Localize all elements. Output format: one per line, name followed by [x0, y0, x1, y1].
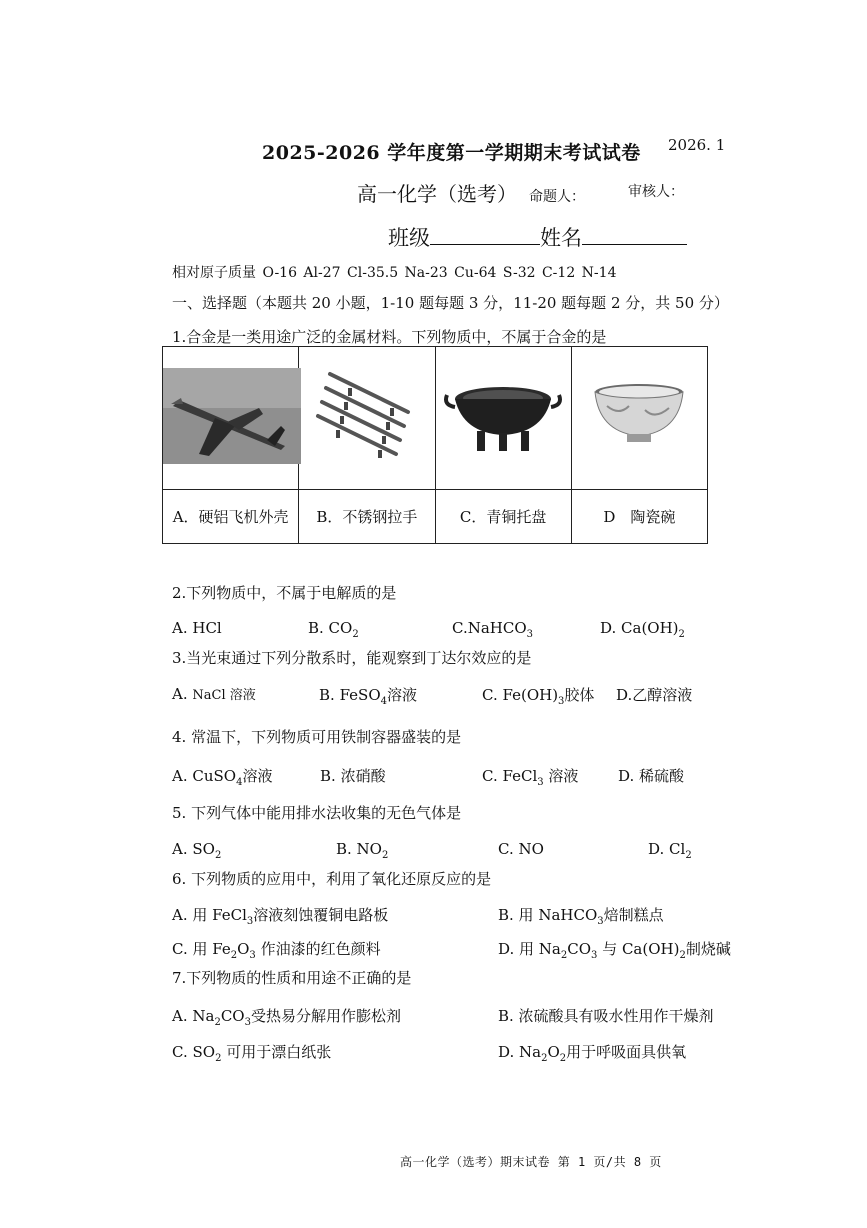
question-1-stem: 1.合金是一类用途广泛的金属材料。下列物质中，不属于合金的是	[172, 328, 607, 346]
tray-icon	[443, 371, 563, 461]
bowl-icon	[589, 376, 689, 456]
question-2-stem: 2.下列物质中，不属于电解质的是	[172, 584, 397, 602]
option-7b[interactable]: B. 浓硫酸具有吸水性用作干燥剂	[498, 1007, 714, 1025]
option-7a[interactable]: A. $Na_2CO_3$受热易分解用作膨松剂	[172, 1007, 401, 1028]
option-2d[interactable]: D. $Ca(OH)_2$	[600, 619, 685, 640]
option-3c[interactable]: C. $Fe(OH)_3$胶体	[482, 686, 595, 707]
option-4b[interactable]: B. 浓硝酸	[320, 767, 386, 785]
option-2a[interactable]: A. HCl	[172, 619, 222, 637]
question-6-options-ab	[172, 904, 762, 927]
question-5-options	[172, 840, 762, 860]
page-footer: 高一化学（选考）期末试卷 第 1 页/共 8 页	[400, 1155, 662, 1169]
option-3b[interactable]: B. FeSO$_4$溶液	[319, 686, 418, 707]
subtitle-row	[357, 178, 585, 207]
question-6-options-cd	[172, 938, 762, 961]
author-label: 命题人：	[529, 189, 585, 205]
question-3-options	[172, 684, 762, 707]
section-title: 一、选择题（本题共 20 小题，1-10 题每题 3 分，11-20 题每题 2 分，共 50 分）	[172, 294, 729, 312]
question-4-options	[172, 765, 762, 788]
option-1c[interactable]: C．青铜托盘	[435, 490, 571, 544]
option-5b[interactable]: B. $NO_2$	[336, 840, 389, 861]
option-2c[interactable]: C.NaHCO$_3$	[452, 619, 534, 640]
name-blank[interactable]	[582, 224, 687, 245]
option-6c[interactable]: C. 用 $Fe_2O_3$ 作油漆的红色颜料	[172, 940, 381, 961]
airplane-image	[163, 347, 299, 490]
exam-subject: 高一化学（选考）	[357, 182, 517, 206]
option-7d[interactable]: D. $Na_2O_2$用于呼吸面具供氧	[498, 1043, 687, 1064]
reviewer-label: 审核人：	[628, 184, 684, 200]
option-5d[interactable]: D. $Cl_2$	[648, 840, 692, 861]
airplane-icon	[163, 368, 301, 464]
question-5-stem: 5. 下列气体中能用排水法收集的无色气体是	[172, 804, 462, 822]
handle-icon	[312, 366, 422, 466]
option-5a[interactable]: A. $SO_2$	[172, 840, 222, 861]
ceramic-bowl-image	[571, 347, 707, 490]
question-7-options-ab	[172, 1005, 762, 1028]
bronze-tray-image	[435, 347, 571, 490]
option-7c[interactable]: C. $SO_2$ 可用于漂白纸张	[172, 1043, 332, 1064]
option-4d[interactable]: D. 稀硫酸	[618, 767, 685, 785]
option-6b[interactable]: B. 用 NaHCO$_3$焙制糕点	[498, 906, 664, 927]
question-1-table	[162, 346, 708, 544]
option-3d[interactable]: D.乙醇溶液	[616, 686, 693, 704]
steel-handle-image	[299, 347, 435, 490]
name-label: 姓名	[540, 226, 582, 250]
atomic-masses: 相对原子质量 O-16 Al-27 Cl-35.5 Na-23 Cu-64 S-32 C-12 N-14	[172, 265, 617, 281]
option-5c[interactable]: C. NO	[498, 840, 544, 858]
option-1a[interactable]: A．硬铝飞机外壳	[163, 490, 299, 544]
question-7-stem: 7.下列物质的性质和用途不正确的是	[172, 969, 412, 987]
option-1b[interactable]: B．不锈钢拉手	[299, 490, 435, 544]
question-2-options	[172, 619, 762, 639]
option-2b[interactable]: B. $CO_2$	[308, 619, 359, 640]
option-6d[interactable]: D. 用 $Na_2CO_3$ 与 $Ca(OH)_2$制烧碱	[498, 940, 731, 961]
option-6a[interactable]: A. 用 FeCl$_3$溶液刻蚀覆铜电路板	[172, 906, 389, 927]
exam-date: 2026. 1	[668, 136, 726, 154]
question-7-options-cd	[172, 1041, 762, 1064]
class-blank[interactable]	[430, 224, 540, 245]
question-3-stem: 3.当光束通过下列分散系时，能观察到丁达尔效应的是	[172, 649, 532, 667]
option-1d[interactable]: D 陶瓷碗	[571, 490, 707, 544]
student-info-row	[388, 222, 687, 252]
exam-title: 2025-2026 学年度第一学期期末考试试卷	[262, 142, 641, 164]
class-label: 班级	[388, 226, 430, 250]
question-4-stem: 4. 常温下，下列物质可用铁制容器盛装的是	[172, 728, 462, 746]
option-4c[interactable]: C. FeCl$_3$ 溶液	[482, 767, 579, 788]
question-6-stem: 6. 下列物质的应用中，利用了氧化还原反应的是	[172, 870, 492, 888]
option-4a[interactable]: A. CuSO$_4$溶液	[172, 767, 273, 788]
option-3a[interactable]: A. NaCl 溶液	[172, 685, 256, 703]
